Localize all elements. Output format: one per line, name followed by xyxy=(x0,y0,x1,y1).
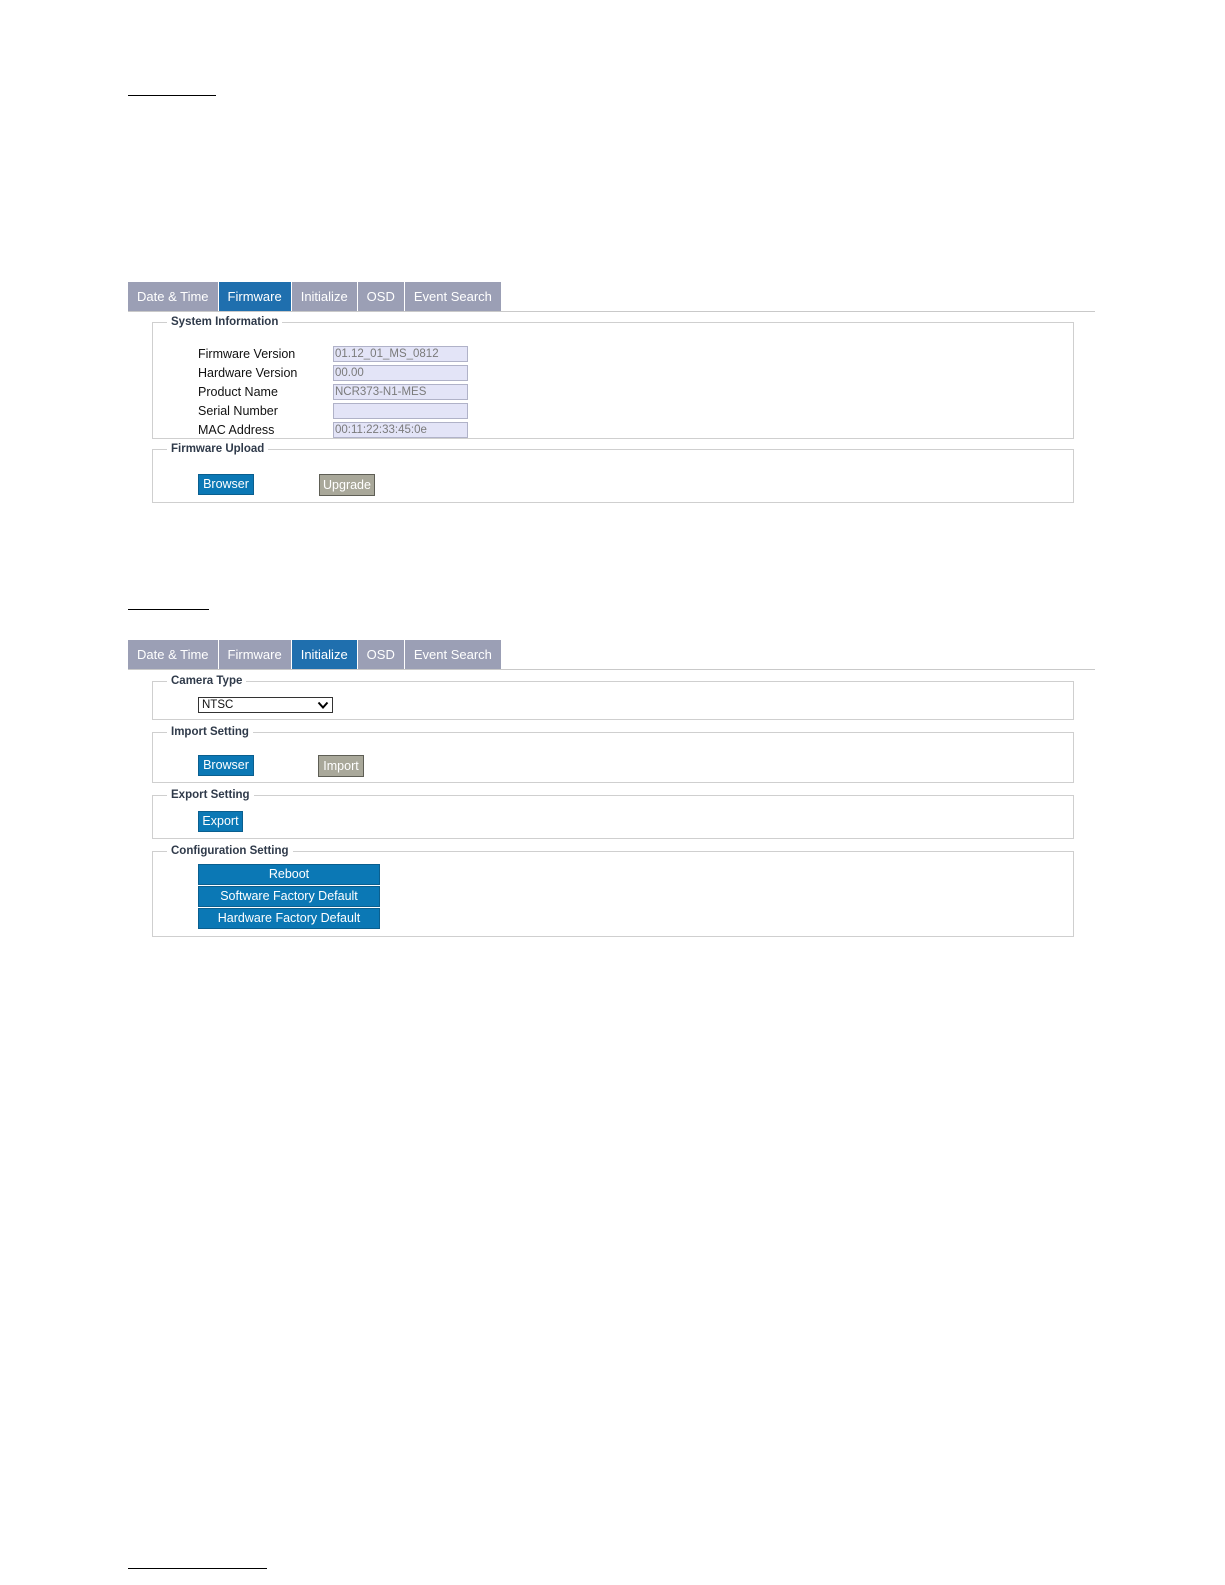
import-setting-legend: Import Setting xyxy=(171,726,249,738)
footer-rule xyxy=(128,1568,267,1569)
heading-underline-2 xyxy=(128,609,209,610)
tab-date-time[interactable]: Date & Time xyxy=(128,282,218,311)
system-information-legend: System Information xyxy=(171,316,279,328)
info-label: Product Name xyxy=(198,385,278,399)
import-browser-button[interactable]: Browser xyxy=(198,755,254,776)
tab-osd[interactable]: OSD xyxy=(358,282,404,311)
tab-osd[interactable]: OSD xyxy=(358,640,404,669)
info-row-serial-number xyxy=(198,403,558,419)
serial-number-field xyxy=(333,403,468,419)
tab-initialize[interactable]: Initialize xyxy=(292,282,357,311)
software-factory-default-button[interactable]: Software Factory Default xyxy=(198,886,380,907)
tab-event-search[interactable]: Event Search xyxy=(405,282,501,311)
info-label: Firmware Version xyxy=(198,347,296,361)
tab-initialize[interactable]: Initialize xyxy=(292,640,357,669)
camera-type-group xyxy=(152,675,1074,720)
info-label: Hardware Version xyxy=(198,366,298,380)
tab-firmware[interactable]: Firmware xyxy=(219,282,291,311)
info-row-firmware-version xyxy=(198,346,558,362)
export-button[interactable]: Export xyxy=(198,811,243,832)
chevron-down-icon xyxy=(317,700,329,710)
tab-event-search[interactable]: Event Search xyxy=(405,640,501,669)
camera-type-select[interactable] xyxy=(198,697,333,713)
product-name-field: NCR373-N1-MES xyxy=(333,384,468,400)
info-label: MAC Address xyxy=(198,423,275,437)
info-row-mac-address xyxy=(198,422,558,438)
tab-bar-initialize xyxy=(128,640,1095,670)
hardware-factory-default-button[interactable]: Hardware Factory Default xyxy=(198,908,380,929)
firmware-browser-button[interactable]: Browser xyxy=(198,474,254,495)
firmware-upload-group xyxy=(152,443,1074,503)
export-setting-group xyxy=(152,789,1074,839)
system-information-group xyxy=(152,316,1074,439)
tab-bar-firmware xyxy=(128,282,1095,312)
info-label: Serial Number xyxy=(198,404,278,418)
tab-date-time[interactable]: Date & Time xyxy=(128,640,218,669)
upgrade-button[interactable]: Upgrade xyxy=(319,474,375,496)
heading-underline-1 xyxy=(128,95,216,96)
camera-type-legend: Camera Type xyxy=(171,675,243,687)
configuration-setting-group xyxy=(152,845,1074,937)
configuration-setting-legend: Configuration Setting xyxy=(171,845,289,857)
info-row-hardware-version xyxy=(198,365,558,381)
firmware-upload-legend: Firmware Upload xyxy=(171,443,265,455)
import-button[interactable]: Import xyxy=(318,755,364,777)
import-setting-group xyxy=(152,726,1074,783)
reboot-button[interactable]: Reboot xyxy=(198,864,380,885)
hardware-version-field: 00.00 xyxy=(333,365,468,381)
firmware-version-field: 01.12_01_MS_0812 xyxy=(333,346,468,362)
mac-address-field: 00:11:22:33:45:0e xyxy=(333,422,468,438)
info-row-product-name xyxy=(198,384,558,400)
export-setting-legend: Export Setting xyxy=(171,789,250,801)
camera-type-value: NTSC xyxy=(202,699,234,711)
tab-firmware[interactable]: Firmware xyxy=(219,640,291,669)
